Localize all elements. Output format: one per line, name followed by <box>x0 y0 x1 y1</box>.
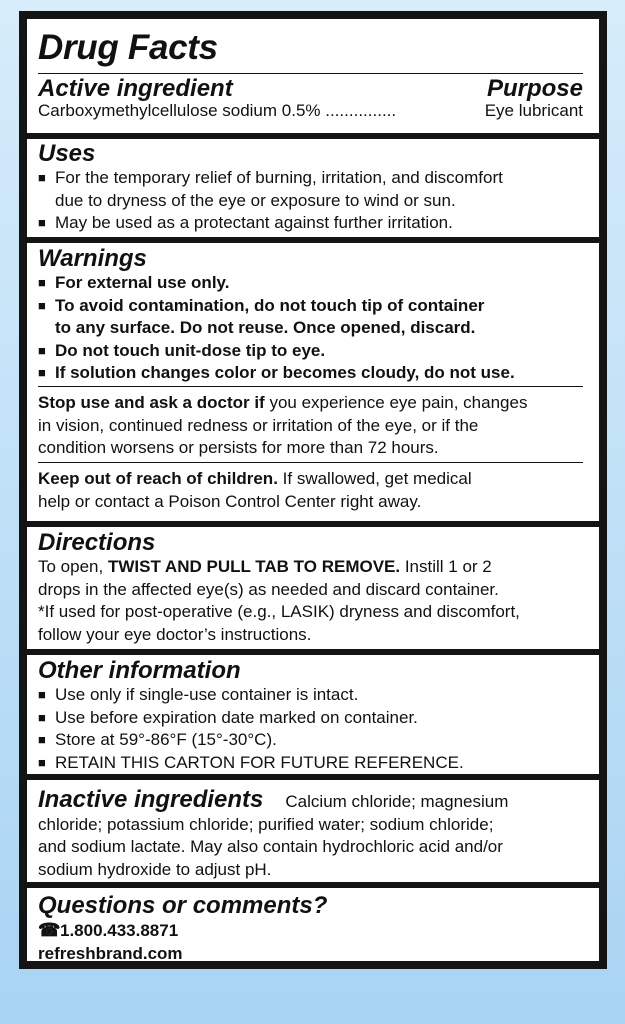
warnings-rule-1 <box>38 386 583 387</box>
uses-item-1: ■ For the temporary relief of burning, irritation, and discomfort <box>38 167 583 190</box>
inactive-ingredients-heading: Inactive ingredients <box>38 786 264 813</box>
warning-item-3: ■ Do not touch unit-dose tip to eye. <box>38 340 583 363</box>
uses-item-2: ■ May be used as a protectant against further irritation. <box>38 212 583 235</box>
stop-use-text-1: you experience eye pain, changes <box>264 393 528 412</box>
phone-number[interactable]: 1.800.433.8871 <box>60 921 179 940</box>
leader-dots: ............... <box>325 101 397 120</box>
other-info-section <box>27 649 599 774</box>
directions-text-4: follow your eye doctor’s instructions. <box>38 624 312 644</box>
uses-section <box>27 133 599 235</box>
stop-use-label: Stop use and ask a doctor if <box>38 393 265 412</box>
warnings-heading: Warnings <box>38 245 147 272</box>
inactive-text-4: sodium hydroxide to adjust pH. <box>38 859 272 879</box>
directions-text-1b: Instill 1 or 2 <box>400 557 492 576</box>
warning-item-2: ■ To avoid contamination, do not touch tip of container <box>38 295 583 318</box>
phone-icon: ☎ <box>38 920 61 940</box>
uses-item-1-cont: due to dryness of the eye or exposure to wind or sun. <box>55 190 456 210</box>
other-info-heading: Other information <box>38 657 241 684</box>
warnings-section <box>27 237 599 385</box>
purpose-heading: Purpose <box>486 75 583 102</box>
inactive-text-2: chloride; potassium chloride; purified water; sodium chloride; <box>38 814 494 834</box>
warnings-rule-2 <box>38 462 583 463</box>
stop-use-text-3: condition worsens or persists for more than 72 hours. <box>38 438 439 457</box>
active-ingredient-name: Carboxymethylcellulose sodium 0.5% <box>38 101 321 120</box>
warning-item-2-cont: to any surface. Do not reuse. Once opened, discard. <box>55 318 476 337</box>
keep-out-block <box>27 468 599 513</box>
active-ingredient-heading: Active ingredient <box>38 75 233 102</box>
warning-item-1: ■ For external use only. <box>38 272 583 295</box>
website-link[interactable]: refreshbrand.com <box>38 943 183 963</box>
directions-text-2: drops in the affected eye(s) as needed and discard container. <box>38 579 499 599</box>
drug-facts-panel <box>19 11 607 969</box>
directions-heading: Directions <box>38 529 156 556</box>
stop-use-block <box>27 392 599 460</box>
stop-use-text-2: in vision, continued redness or irritation of the eye, or if the <box>38 415 479 435</box>
inactive-text-3: and sodium lactate. May also contain hydrochloric acid and/or <box>38 837 503 856</box>
title-section <box>27 29 599 67</box>
inactive-ingredients-section <box>27 774 599 881</box>
title-rule <box>38 73 583 74</box>
directions-text-3: *If used for post-operative (e.g., LASIK) dryness and discomfort, <box>38 602 520 621</box>
keep-out-text-2: help or contact a Poison Control Center right away. <box>38 491 422 511</box>
keep-out-text-1: If swallowed, get medical <box>277 469 472 488</box>
purpose-value: Eye lubricant <box>484 101 583 120</box>
page-title: Drug Facts <box>38 28 218 67</box>
other-info-item-1: ■ Use only if single-use container is intact. <box>38 684 583 707</box>
warning-item-4: ■ If solution changes color or becomes cloudy, do not use. <box>38 362 583 385</box>
other-info-item-2: ■ Use before expiration date marked on container. <box>38 707 583 730</box>
keep-out-label: Keep out of reach of children. <box>38 469 278 488</box>
questions-heading: Questions or comments? <box>38 892 328 919</box>
other-info-item-3: ■ Store at 59°-86°F (15°-30°C). <box>38 729 583 752</box>
directions-text-1a: To open, <box>38 557 108 576</box>
active-ingredient-section <box>27 75 599 123</box>
questions-section <box>27 882 599 965</box>
inactive-text-1: Calcium chloride; magnesium <box>285 792 509 811</box>
other-info-item-4: ■ RETAIN THIS CARTON FOR FUTURE REFERENCE. <box>38 752 583 775</box>
directions-text-1-bold: TWIST AND PULL TAB TO REMOVE. <box>107 557 401 576</box>
uses-heading: Uses <box>38 140 96 167</box>
directions-section <box>27 521 599 646</box>
